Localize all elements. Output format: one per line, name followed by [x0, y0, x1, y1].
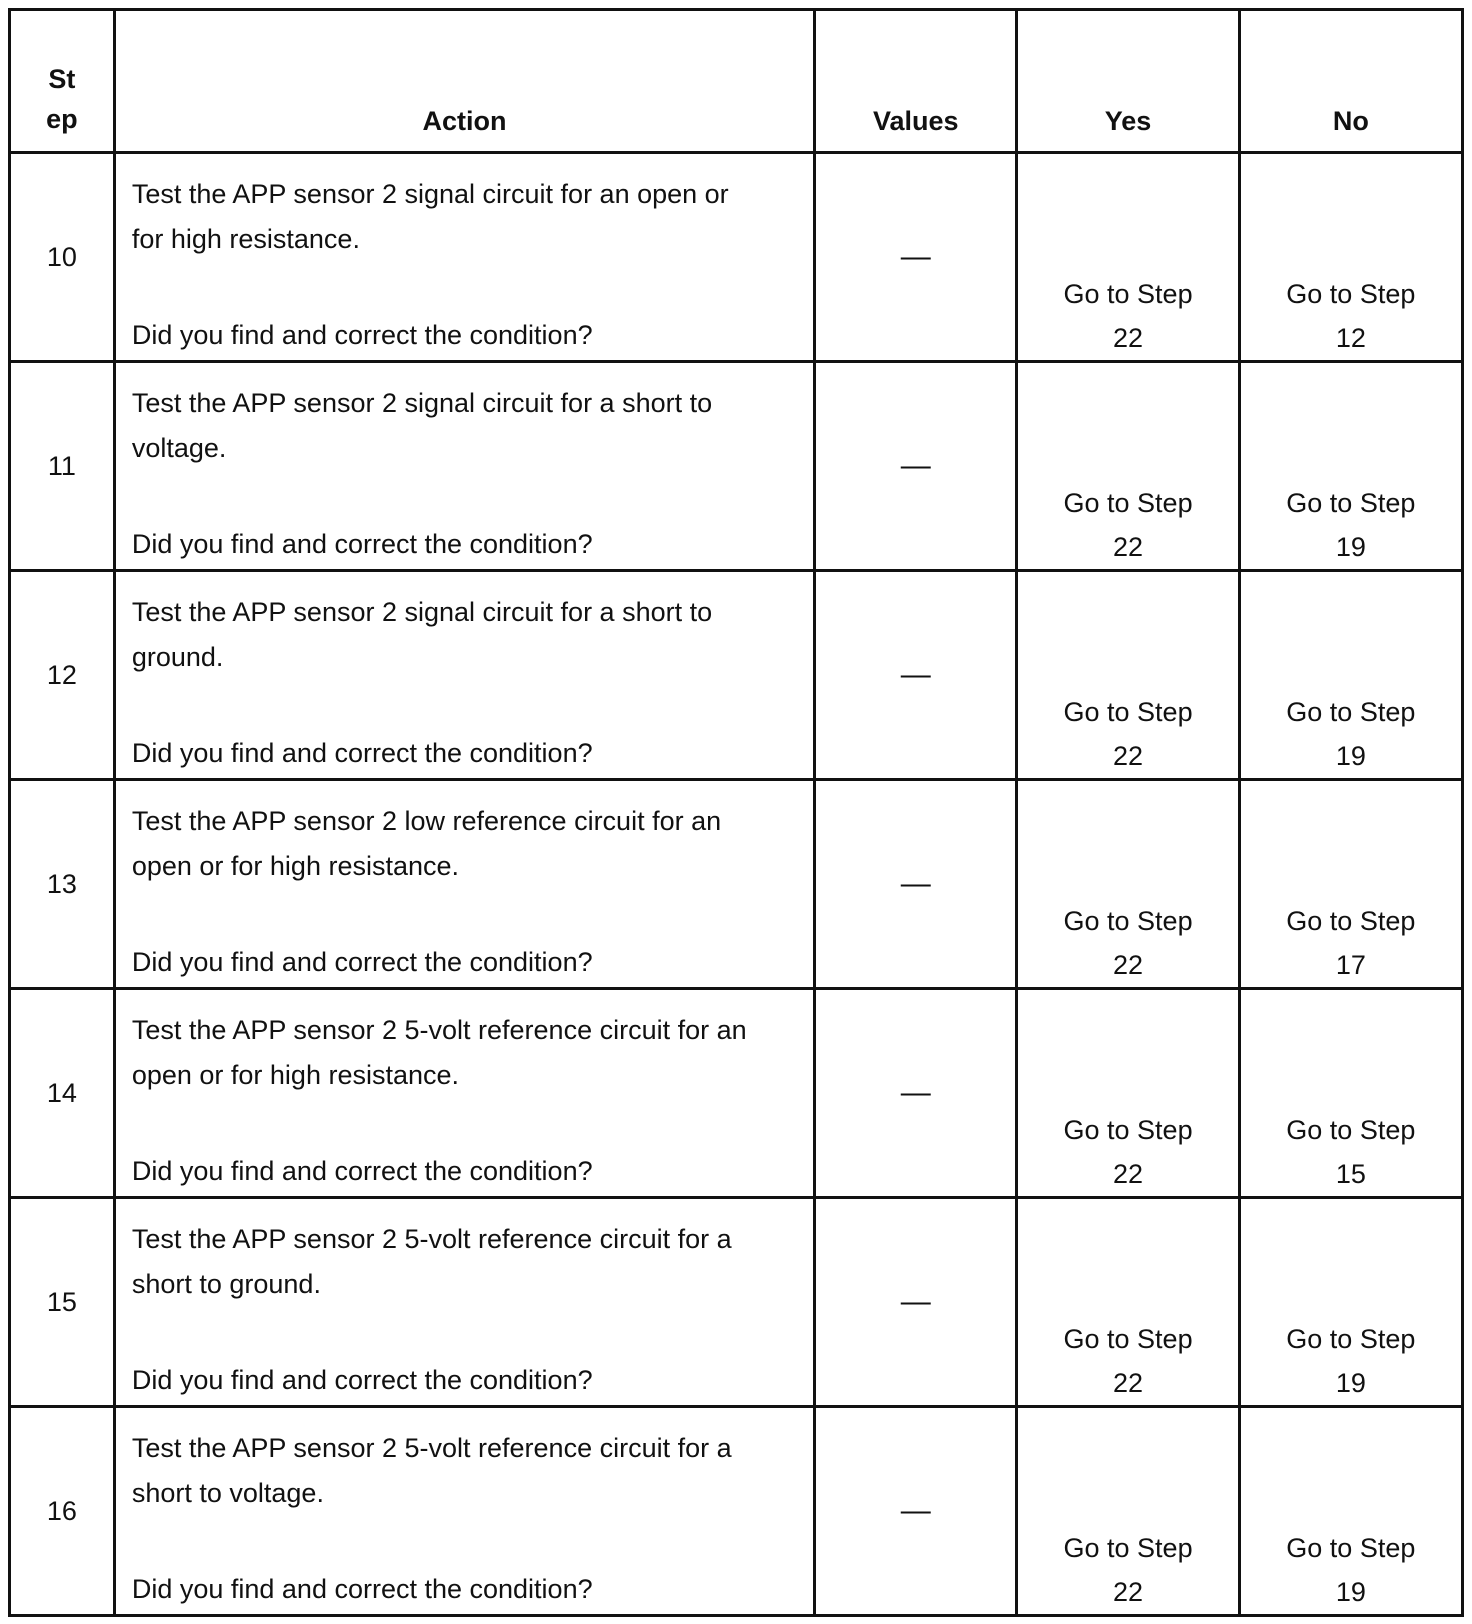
- yes-goto-step: 22: [1113, 1577, 1144, 1607]
- no-goto-step: 15: [1335, 1159, 1366, 1189]
- action-instruction: Test the APP sensor 2 signal circuit for an open or for high resistance.: [131, 179, 729, 254]
- table-body: [10, 153, 1463, 1616]
- action-question: Did you find and correct the condition?: [131, 1365, 593, 1395]
- action-question: Did you find and correct the condition?: [131, 947, 593, 977]
- no-goto-step: 19: [1335, 1577, 1366, 1607]
- action-question: Did you find and correct the condition?: [131, 1156, 593, 1186]
- yes-goto-label: Go to Step: [1063, 488, 1193, 518]
- action-cell: [114, 1198, 814, 1407]
- no-goto-label: Go to Step: [1286, 1324, 1416, 1354]
- step-number: 14: [10, 989, 115, 1198]
- values-cell: —: [815, 362, 1017, 571]
- yes-goto-label: Go to Step: [1063, 1324, 1193, 1354]
- header-action: Action: [114, 10, 814, 153]
- no-goto-step: 19: [1335, 1368, 1366, 1398]
- action-instruction: Test the APP sensor 2 5-volt reference circuit for a short to ground.: [131, 1224, 732, 1299]
- no-cell: [1239, 989, 1462, 1198]
- yes-cell: [1017, 1407, 1239, 1616]
- values-cell: —: [815, 780, 1017, 989]
- yes-cell: [1017, 571, 1239, 780]
- header-row: [10, 10, 1463, 153]
- no-goto-step: 19: [1335, 532, 1366, 562]
- step-number: 10: [10, 153, 115, 362]
- no-goto-step: 12: [1335, 323, 1366, 353]
- no-cell: [1239, 153, 1462, 362]
- step-number: 11: [10, 362, 115, 571]
- yes-goto-label: Go to Step: [1063, 906, 1193, 936]
- table-row: [10, 153, 1463, 362]
- diagnostic-table: [8, 8, 1464, 1617]
- yes-goto-step: 22: [1113, 741, 1144, 771]
- no-cell: [1239, 571, 1462, 780]
- no-goto-step: 19: [1335, 741, 1366, 771]
- action-cell: [114, 1407, 814, 1616]
- table-row: [10, 780, 1463, 989]
- header-step-line2: ep: [46, 104, 78, 134]
- header-values: Values: [815, 10, 1017, 153]
- yes-goto-label: Go to Step: [1063, 697, 1193, 727]
- yes-cell: [1017, 780, 1239, 989]
- action-question: Did you find and correct the condition?: [131, 529, 593, 559]
- action-cell: [114, 571, 814, 780]
- header-step-line1: St: [48, 64, 76, 94]
- no-cell: [1239, 780, 1462, 989]
- yes-goto-step: 22: [1113, 950, 1144, 980]
- action-question: Did you find and correct the condition?: [131, 738, 593, 768]
- yes-goto-label: Go to Step: [1063, 279, 1193, 309]
- yes-cell: [1017, 362, 1239, 571]
- table-row: [10, 362, 1463, 571]
- header-no: No: [1239, 10, 1462, 153]
- yes-goto-step: 22: [1113, 323, 1144, 353]
- action-cell: [114, 153, 814, 362]
- no-goto-label: Go to Step: [1286, 279, 1416, 309]
- no-cell: [1239, 1407, 1462, 1616]
- action-question: Did you find and correct the condition?: [131, 1574, 593, 1604]
- no-goto-label: Go to Step: [1286, 1115, 1416, 1145]
- yes-goto-step: 22: [1113, 1159, 1144, 1189]
- values-cell: —: [815, 989, 1017, 1198]
- table-row: [10, 1407, 1463, 1616]
- step-number: 12: [10, 571, 115, 780]
- values-cell: —: [815, 1198, 1017, 1407]
- header-step: [10, 10, 115, 153]
- values-cell: —: [815, 1407, 1017, 1616]
- no-cell: [1239, 1198, 1462, 1407]
- action-instruction: Test the APP sensor 2 low reference circuit for an open or for high resistance.: [131, 806, 722, 881]
- values-cell: —: [815, 571, 1017, 780]
- yes-cell: [1017, 989, 1239, 1198]
- yes-goto-label: Go to Step: [1063, 1533, 1193, 1563]
- action-instruction: Test the APP sensor 2 signal circuit for a short to ground.: [131, 597, 713, 672]
- step-number: 16: [10, 1407, 115, 1616]
- yes-cell: [1017, 1198, 1239, 1407]
- no-goto-label: Go to Step: [1286, 906, 1416, 936]
- step-number: 15: [10, 1198, 115, 1407]
- no-goto-step: 17: [1335, 950, 1366, 980]
- yes-cell: [1017, 153, 1239, 362]
- action-cell: [114, 362, 814, 571]
- yes-goto-step: 22: [1113, 532, 1144, 562]
- no-goto-label: Go to Step: [1286, 1533, 1416, 1563]
- no-cell: [1239, 362, 1462, 571]
- yes-goto-step: 22: [1113, 1368, 1144, 1398]
- values-cell: —: [815, 153, 1017, 362]
- table-row: [10, 989, 1463, 1198]
- action-question: Did you find and correct the condition?: [131, 320, 593, 350]
- table-row: [10, 1198, 1463, 1407]
- step-number: 13: [10, 780, 115, 989]
- no-goto-label: Go to Step: [1286, 488, 1416, 518]
- action-instruction: Test the APP sensor 2 5-volt reference circuit for a short to voltage.: [131, 1433, 732, 1508]
- action-cell: [114, 989, 814, 1198]
- action-instruction: Test the APP sensor 2 signal circuit for a short to voltage.: [131, 388, 713, 463]
- action-cell: [114, 780, 814, 989]
- header-yes: Yes: [1017, 10, 1239, 153]
- yes-goto-label: Go to Step: [1063, 1115, 1193, 1145]
- table-row: [10, 571, 1463, 780]
- no-goto-label: Go to Step: [1286, 697, 1416, 727]
- action-instruction: Test the APP sensor 2 5-volt reference circuit for an open or for high resistance.: [131, 1015, 747, 1090]
